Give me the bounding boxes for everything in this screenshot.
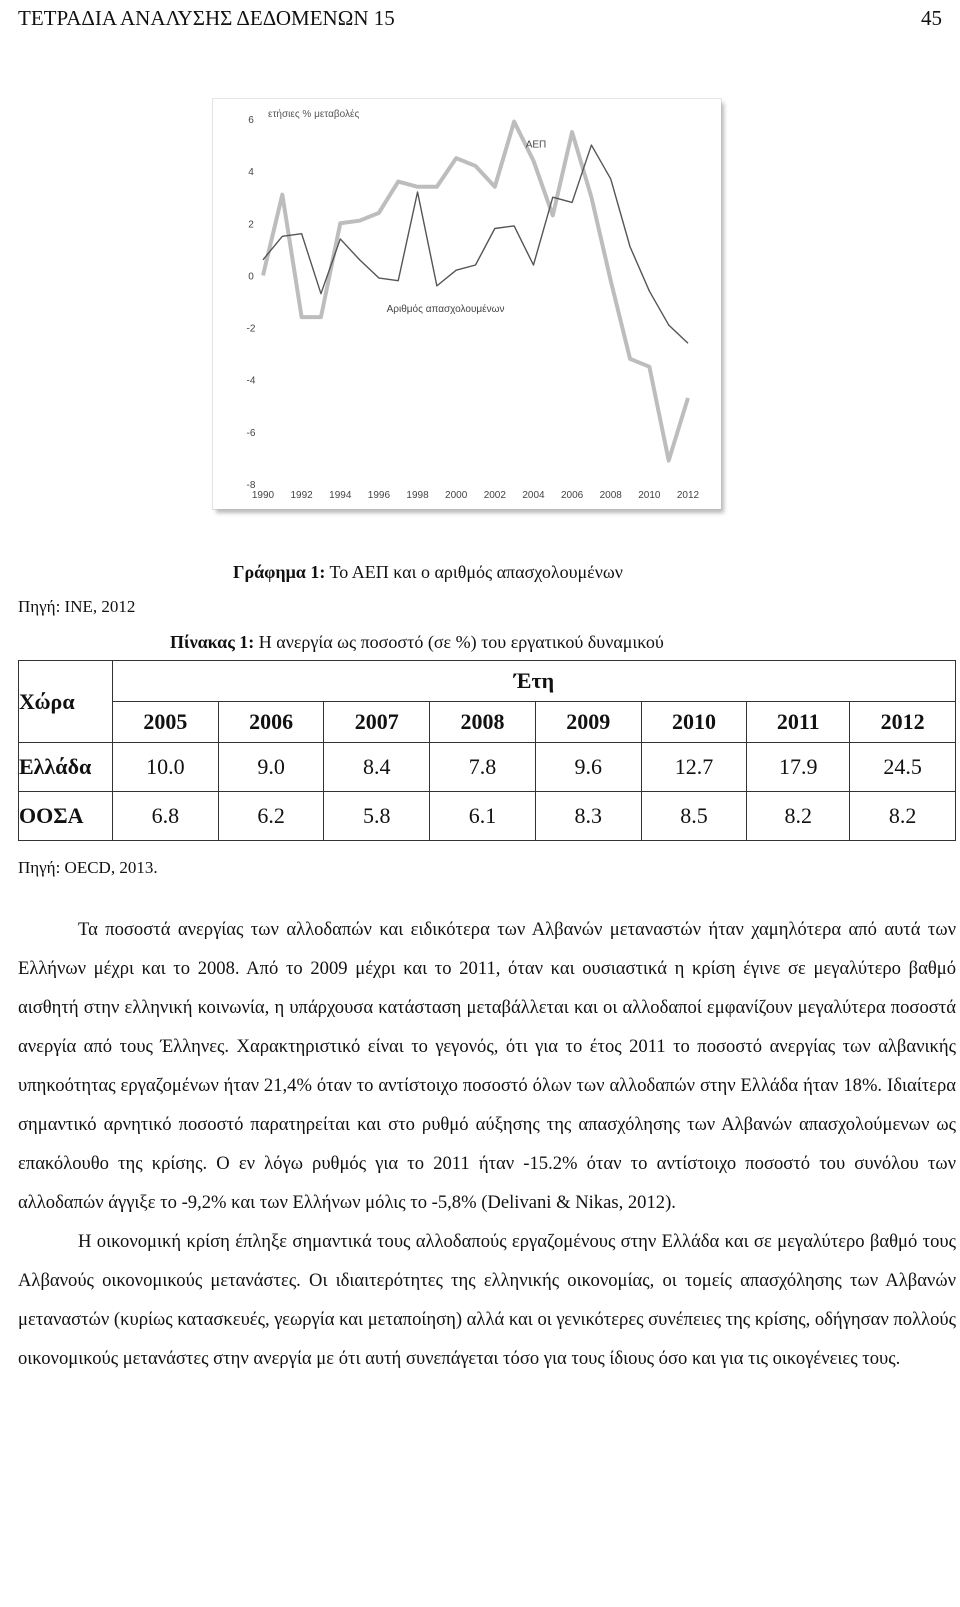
running-title: ΤΕΤΡΑΔΙΑ ΑΝΑΛΥΣΗΣ ΔΕΔΟΜΕΝΩΝ 15 xyxy=(18,6,395,30)
year-cell: 2005 xyxy=(113,702,219,743)
year-cell: 2006 xyxy=(218,702,324,743)
value-cell: 17.9 xyxy=(747,743,850,792)
x-tick-label: 2002 xyxy=(483,490,506,501)
chart-svg xyxy=(213,99,721,509)
value-cell: 7.8 xyxy=(430,743,536,792)
y-tick-label: 0 xyxy=(248,271,254,283)
x-tick-label: 2008 xyxy=(599,490,622,501)
x-tick-label: 2000 xyxy=(445,490,468,501)
y-tick-label: -8 xyxy=(246,480,256,491)
paragraph: Η οικονομική κρίση έπληξε σημαντικά τους αλλοδαπούς εργαζομένους στην Ελλάδα και σε μεγαλύτερο βαθμό τους Αλβανούς οικονομικούς μετανάστες. Οι ιδιαιτερότητες της ελληνικής οικονομίας, οι τομείς απασχόλησης των Αλβανών μεταναστών (κυρίως κατασκευές, γεωργία και μεταποίηση) αλλά και οι γενικότερες συνέπειες της κρίσης, οδήγησαν πολλούς οικονομικούς μετανάστες στην ανεργία με ότι αυτή συνεπάγεται τόσο για τους ίδιους όσο και για τις οικογένειες τους. xyxy=(18,1231,956,1369)
x-tick-label: 1990 xyxy=(251,490,275,501)
x-tick-label: 2004 xyxy=(522,490,545,501)
gdp-employment-chart xyxy=(213,99,721,509)
y-tick-label: -6 xyxy=(246,427,256,439)
figure-caption-text: Το ΑΕΠ και ο αριθμός απασχολουμένων xyxy=(325,562,623,582)
value-cell: 8.3 xyxy=(535,792,641,841)
value-cell: 8.4 xyxy=(324,743,430,792)
value-cell: 8.2 xyxy=(747,792,850,841)
table-caption xyxy=(170,632,664,653)
years-row xyxy=(19,702,956,743)
series-label-gdp: ΑΕΠ xyxy=(525,139,547,151)
figure-source: Πηγή: ΙΝΕ, 2012 xyxy=(18,597,136,616)
value-cell: 6.1 xyxy=(430,792,536,841)
figure-caption-label: Γράφημα 1: xyxy=(233,562,326,582)
year-cell: 2008 xyxy=(430,702,536,743)
value-cell: 24.5 xyxy=(850,743,956,792)
page-header xyxy=(18,6,942,36)
y-tick-label: 4 xyxy=(248,167,254,179)
series-label-employment: Αριθμός απασχολουμένων xyxy=(386,303,505,315)
country-cell: Ελλάδα xyxy=(19,743,113,792)
table-caption-label: Πίνακας 1: xyxy=(170,632,255,652)
x-tick-label: 1992 xyxy=(290,490,313,501)
value-cell: 5.8 xyxy=(324,792,430,841)
x-tick-label: 1998 xyxy=(406,490,429,501)
value-cell: 8.2 xyxy=(850,792,956,841)
year-cell: 2012 xyxy=(850,702,956,743)
body-text xyxy=(18,910,956,1378)
years-header: Έτη xyxy=(113,661,956,702)
year-cell: 2010 xyxy=(641,702,747,743)
page-number: 45 xyxy=(921,6,942,30)
value-cell: 9.6 xyxy=(535,743,641,792)
value-cell: 9.0 xyxy=(218,743,324,792)
value-cell: 6.8 xyxy=(113,792,219,841)
figure-caption xyxy=(233,562,623,583)
value-cell: 8.5 xyxy=(641,792,747,841)
table-row xyxy=(19,743,956,792)
value-cell: 10.0 xyxy=(113,743,219,792)
x-tick-label: 1994 xyxy=(329,490,352,501)
table-row xyxy=(19,792,956,841)
x-tick-label: 2012 xyxy=(676,490,700,501)
table-caption-text: Η ανεργία ως ποσοστό (σε %) του εργατικού δυναμικού xyxy=(254,632,664,652)
y-tick-label: -4 xyxy=(246,375,256,387)
value-cell: 12.7 xyxy=(641,743,747,792)
table-source: Πηγή: OECD, 2013. xyxy=(18,858,158,877)
year-cell: 2009 xyxy=(535,702,641,743)
x-tick-label: 2006 xyxy=(560,490,584,501)
x-tick-label: 1996 xyxy=(367,490,391,501)
y-tick-label: 6 xyxy=(248,115,254,126)
gdp-series-line xyxy=(263,122,688,461)
year-cell: 2007 xyxy=(324,702,430,743)
x-tick-label: 2010 xyxy=(638,490,661,501)
value-cell: 6.2 xyxy=(218,792,324,841)
y-axis-label: ετήσιες % μεταβολές xyxy=(268,109,360,120)
year-cell: 2011 xyxy=(747,702,850,743)
unemployment-table xyxy=(18,660,956,841)
y-tick-label: -2 xyxy=(246,323,256,335)
paragraph: Τα ποσοστά ανεργίας των αλλοδαπών και ειδικότερα των Αλβανών μεταναστών ήταν χαμηλότερα από αυτά των Ελλήνων μέχρι και το 2008. Από το 2009 μέχρι και το 2011, όταν και ουσιαστικά η κρίση έγινε σε μεγαλύτερο βαθμό αισθητή στην ελληνική κοινωνία, η υπάρχουσα κατάσταση μεταβάλλεται και οι αλλοδαποί εμφανίζουν μεγαλύτερα ποσοστά ανεργία από τους Έλληνες. Χαρακτηριστικό είναι το γεγονός, ότι για το έτος 2011 το ποσοστό ανεργίας των αλβανικής υπηκοότητας εργαζομένων ήταν 21,4% όταν το αντίστοιχο ποσοστό όλων των αλλοδαπών στην Ελλάδα ήταν 18%. Ιδιαίτερα σημαντικό αρνητικό ποσοστό παρατηρείται και στο ρυθμό αύξησης της απασχόλησης των Αλβανών απασχολούμενων ως επακόλουθο της κρίσης. Ο εν λόγω ρυθμός για το 2011 ήταν -15.2% όταν το αντίστοιχο ποσοστό του συνόλου των αλλοδαπών άγγιξε το -9,2% και των Ελλήνων μόλις το -5,8% (Delivani & Nikas, 2012). xyxy=(18,919,956,1213)
y-tick-label: 2 xyxy=(248,219,254,231)
country-header: Χώρα xyxy=(19,661,113,743)
country-cell: ΟΟΣΑ xyxy=(19,792,113,841)
